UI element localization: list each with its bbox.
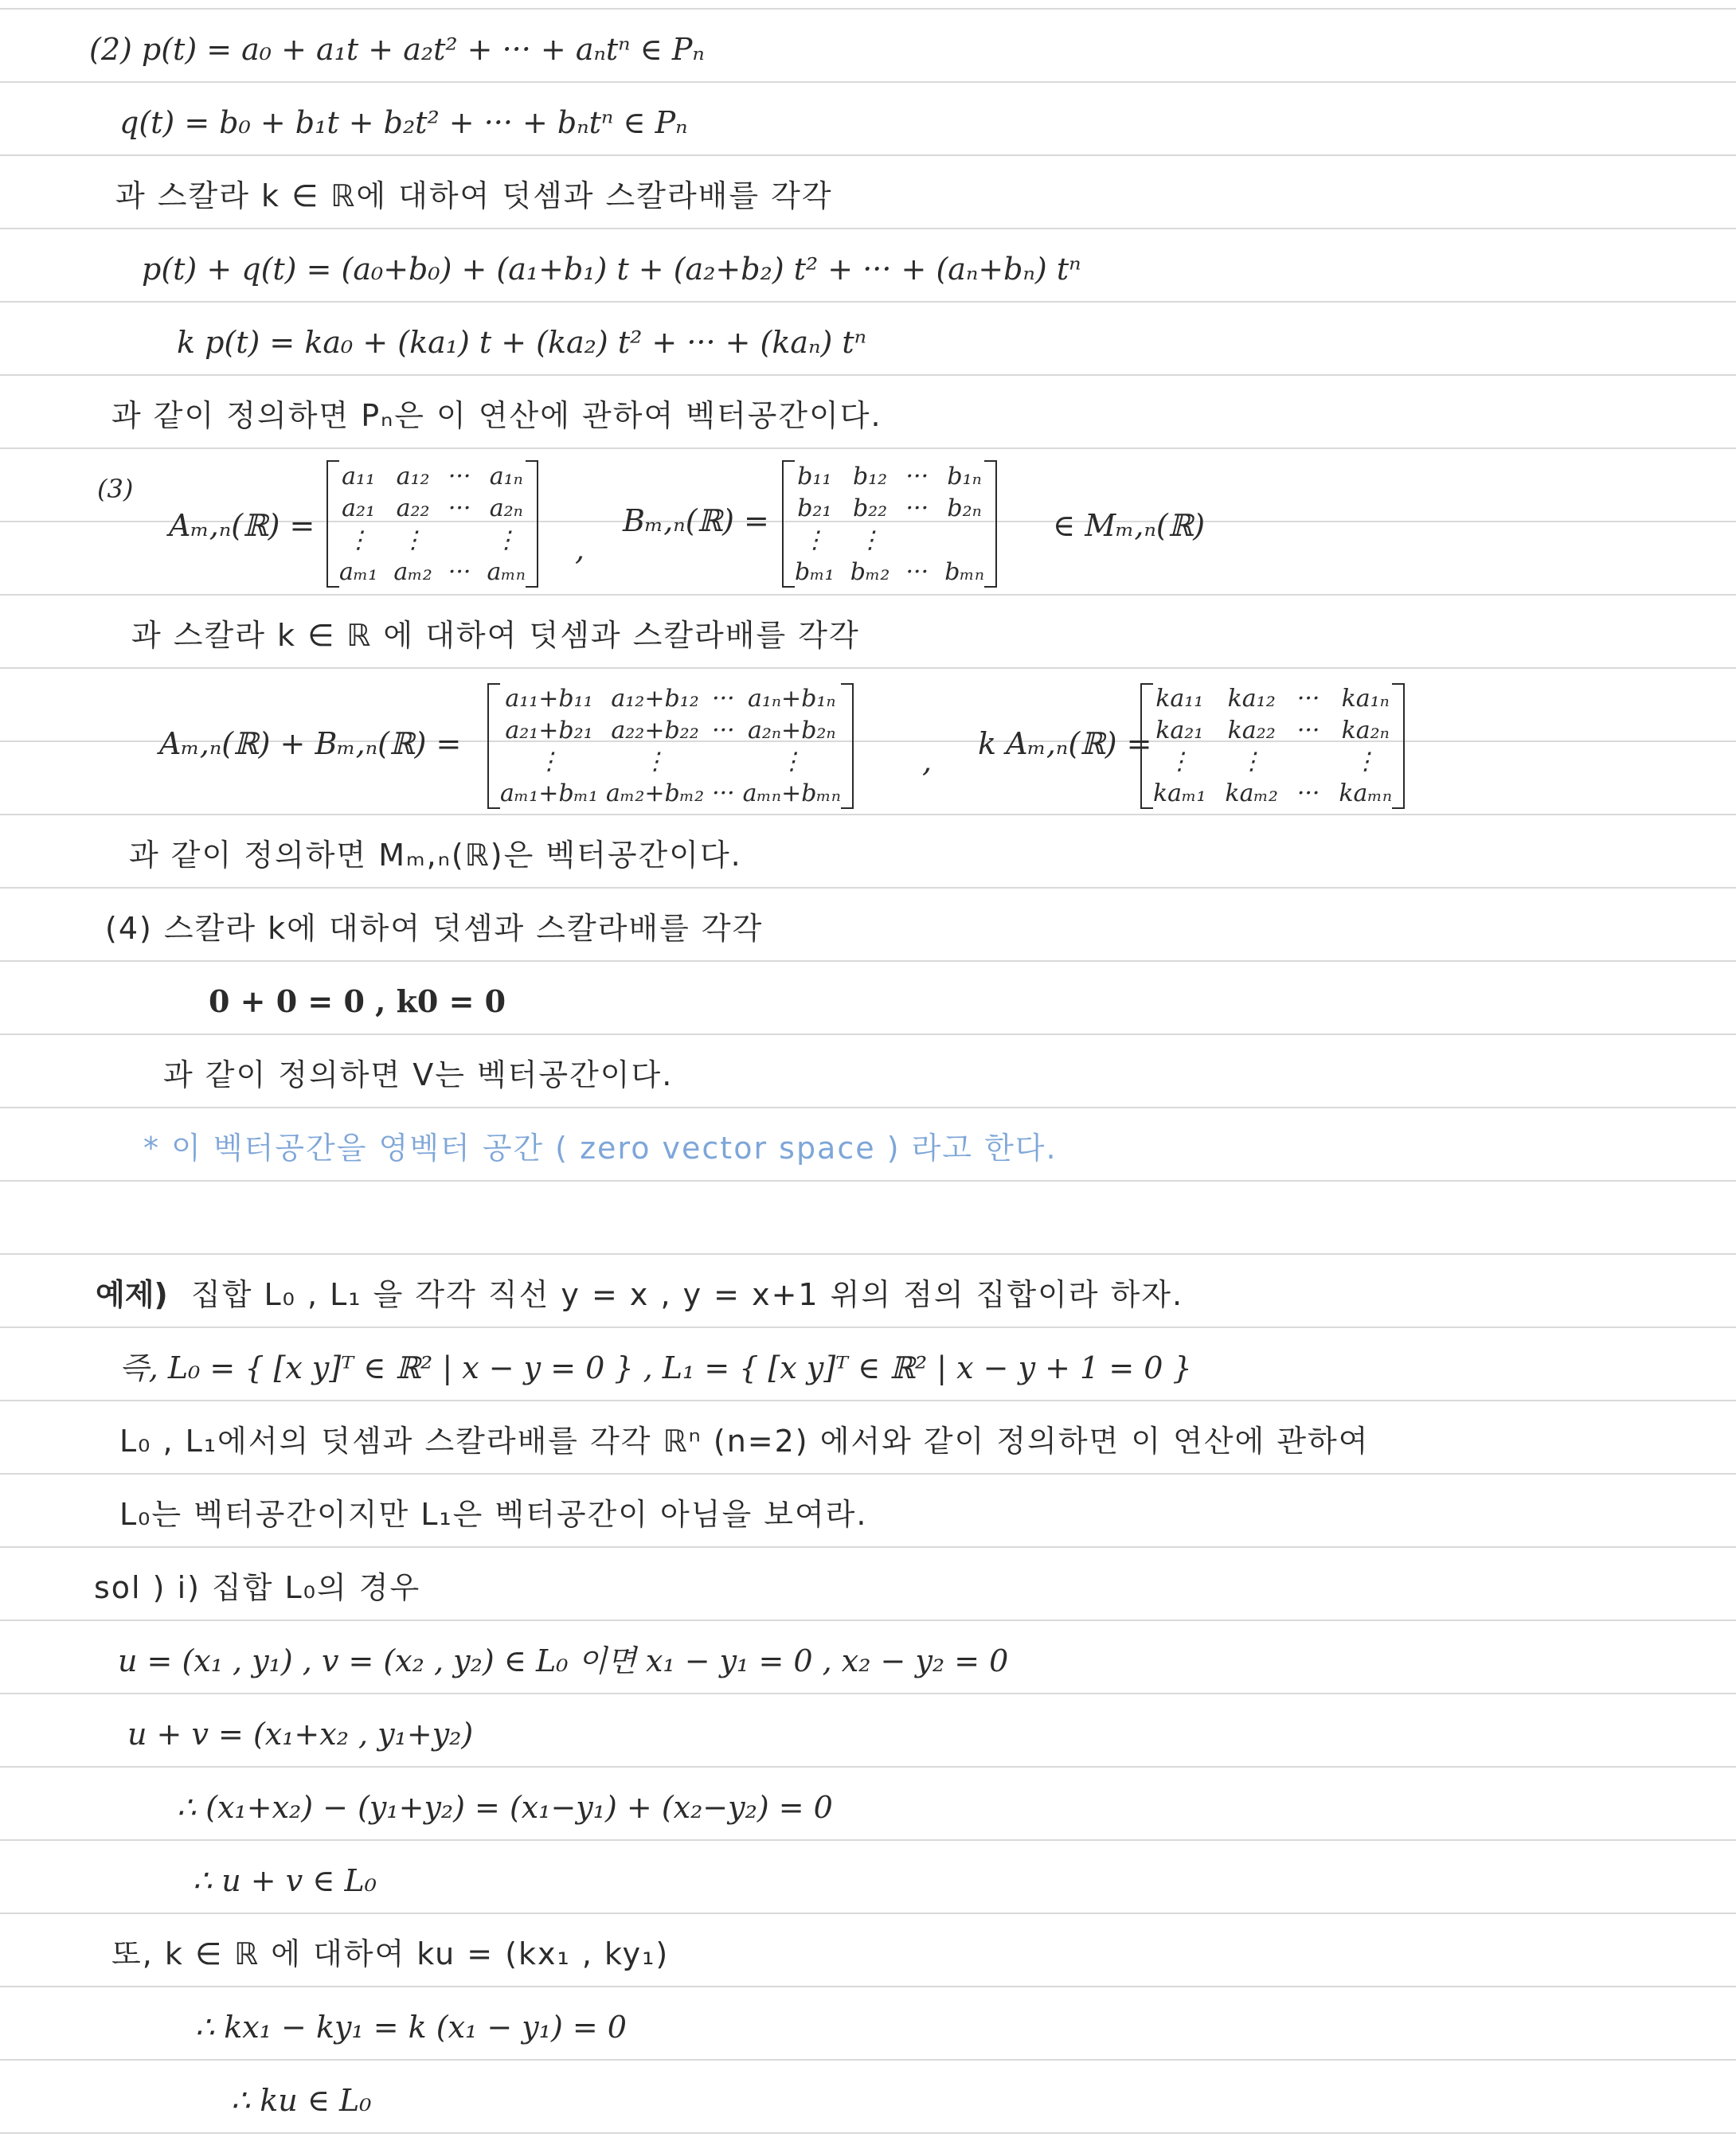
solution-sum: u + v = (x₁+x₂ , y₁+y₂) [127,1717,474,1752]
matrix-entry: b₂₂ [852,494,888,522]
matrix-entry: bₘ₁ [795,557,835,586]
matrix-entry: ⋮ [643,748,667,776]
matrix-entry: ⋮ [858,526,882,554]
ruled-line [0,814,1736,815]
matrix-entry: aₘ₂+bₘ₂ [606,779,705,807]
example-title: 예제) [96,1277,168,1312]
matrix-entry: aₘₙ [487,557,526,586]
matrix-entry: ··· [448,494,471,522]
ruled-line [0,1326,1736,1328]
matrix-entry: ⋮ [537,748,561,776]
matrix-entry: ··· [712,716,735,744]
ruled-line [0,301,1736,303]
matrix-separator-comma: , [575,532,585,567]
matrix-entry: ka₁₂ [1227,685,1276,713]
ruled-line [0,1839,1736,1841]
zero-space-intro: (4) 스칼라 k에 대하여 덧셈과 스칼라배를 각각 [105,911,764,946]
matrix-entry: bₘ₂ [850,557,890,586]
matrix-A-label: Aₘ,ₙ(ℝ) = [169,508,315,543]
ruled-line [0,1107,1736,1108]
matrix-entry: aₘ₁+bₘ₁ [500,779,599,807]
matrix-entry: ⋮ [1239,748,1264,776]
example-statement: 집합 L₀ , L₁ 을 각각 직선 y = x , y = x+1 위의 점의 집합이라 하자. [191,1277,1184,1312]
matrix-entry: ··· [448,557,471,586]
matrix-entry: ··· [712,779,735,807]
matrix-entry: ··· [1296,779,1320,807]
matrix-entry: ka₁ₙ [1341,685,1390,713]
solution-scalar-closed: ∴ ku ∈ L₀ [231,2083,372,2118]
zero-space-conclusion: 과 같이 정의하면 V는 벡터공간이다. [163,1057,674,1092]
example-set-definition: 즉, L₀ = { [x y]ᵀ ∈ ℝ² | x − y = 0 } , L₁ = { [x y]ᵀ ∈ ℝ² | x − y + 1 = 0 } [119,1350,1192,1385]
matrix-sum-label: Aₘ,ₙ(ℝ) + Bₘ,ₙ(ℝ) = [159,726,462,761]
matrix-entry: ka₂₁ [1155,716,1204,744]
section-3-label: (3) [97,474,134,504]
ruled-line [0,447,1736,449]
ruled-line [0,594,1736,596]
solution-uv-definition: u = (x₁ , y₁) , v = (x₂ , y₂) ∈ L₀ 이면 x₁ − y₁ = 0 , x₂ − y₂ = 0 [118,1643,1009,1678]
matrix-entry: a₁₂ [396,462,430,490]
ruled-line [0,374,1736,376]
matrix-entry: b₁₂ [852,462,888,490]
matrix-entry: a₂₂ [396,494,430,522]
ruled-line [0,1913,1736,1914]
ruled-line [0,887,1736,889]
matrix-entry: ⋮ [1353,748,1378,776]
polynomial-p-definition: (2) p(t) = a₀ + a₁t + a₂t² + ··· + aₙtⁿ ∈ Pₙ [89,32,705,67]
ruled-line [0,2132,1736,2134]
matrix-entry: ⋮ [494,526,518,554]
matrix-entry: a₂₂+b₂₂ [611,716,699,744]
matrix-conclusion: 과 같이 정의하면 Mₘ,ₙ(ℝ)은 벡터공간이다. [129,838,742,873]
example-task: L₀는 벡터공간이지만 L₁은 벡터공간이 아님을 보여라. [119,1497,868,1532]
polynomial-conclusion: 과 같이 정의하면 Pₙ은 이 연산에 관하여 벡터공간이다. [111,398,882,433]
matrix-entry: ··· [905,557,929,586]
ruled-line [0,1180,1736,1182]
matrix-entry: ··· [448,462,471,490]
zero-space-note: * 이 벡터공간을 영벡터 공간 ( zero vector space ) 라고 한다. [143,1131,1058,1166]
matrix-entry: ⋮ [780,748,804,776]
matrix-entry: ka₁₁ [1155,685,1204,713]
matrix-entry: ⋮ [401,526,425,554]
ruled-line [0,960,1736,962]
ruled-line [0,1766,1736,1768]
ruled-line [0,154,1736,156]
matrix-entry: aₘ₂ [393,557,432,586]
matrix-B [782,460,997,588]
solution-sum-calculation: ∴ (x₁+x₂) − (y₁+y₂) = (x₁−y₁) + (x₂−y₂) = 0 [177,1790,833,1825]
ruled-line [0,1253,1736,1255]
matrix-entry: b₂ₙ [947,494,982,522]
matrix-B-label: Bₘ,ₙ(ℝ) = [623,503,769,538]
matrix-entry: a₂₁ [342,494,376,522]
matrix-entry: a₁₁+b₁₁ [505,685,593,713]
matrix-entry: kaₘ₂ [1225,779,1278,807]
matrix-entry: a₂ₙ+b₂ₙ [747,716,836,744]
ruled-line [0,1546,1736,1548]
ruled-line [0,1033,1736,1035]
polynomial-sum-definition: p(t) + q(t) = (a₀+b₀) + (a₁+b₁) t + (a₂+b₂) t² + ··· + (aₙ+bₙ) tⁿ [142,252,1081,287]
matrix-entry: ka₂₂ [1227,716,1276,744]
matrix-entry: b₁ₙ [947,462,982,490]
matrix-entry: ka₂ₙ [1341,716,1390,744]
matrix-separator-comma-2: , [922,744,933,779]
ruled-line [0,8,1736,10]
ruled-line [0,1473,1736,1475]
matrix-entry: b₂₁ [797,494,832,522]
matrix-entry: b₁₁ [797,462,832,490]
matrix-entry: a₂ₙ [489,494,523,522]
matrix-entry: ··· [712,685,735,713]
example-operations: L₀ , L₁에서의 덧셈과 스칼라배를 각각 ℝⁿ (n=2) 에서와 같이 정의하면 이 연산에 관하여 [119,1424,1370,1459]
ruled-line [0,667,1736,669]
matrix-entry: ··· [905,494,929,522]
matrix-kA-label: k Aₘ,ₙ(ℝ) = [978,726,1152,761]
matrix-entry: aₘ₁ [339,557,378,586]
solution-title: sol ) i) 집합 L₀의 경우 [94,1570,421,1605]
polynomial-scalar-definition: k p(t) = ka₀ + (ka₁) t + (ka₂) t² + ··· + (kaₙ) tⁿ [177,325,867,360]
zero-space-definition: 0 + 0 = 0 , k0 = 0 [209,983,506,1019]
polynomial-q-definition: q(t) = b₀ + b₁t + b₂t² + ··· + bₙtⁿ ∈ Pₙ [119,105,688,140]
matrix-entry: ··· [905,462,929,490]
ruled-line [0,228,1736,229]
matrix-A-plus-B [487,683,854,809]
matrix-entry: a₂₁+b₂₁ [505,716,593,744]
matrix-entry: a₁₁ [342,462,376,490]
matrix-A [326,460,538,588]
matrix-entry: aₘₙ+bₘₙ [742,779,841,807]
matrix-entry: ⋮ [802,526,827,554]
ruled-line [0,81,1736,83]
ruled-line [0,1400,1736,1401]
ruled-line [0,1986,1736,1987]
matrix-entry: a₁₂+b₁₂ [611,685,699,713]
matrix-entry: ··· [1296,685,1320,713]
matrix-entry: kaₘₙ [1339,779,1392,807]
matrix-entry: a₁ₙ [489,462,523,490]
matrix-space-membership: ∈ Mₘ,ₙ(ℝ) [1053,508,1206,543]
solution-scalar-calculation: ∴ kx₁ − ky₁ = k (x₁ − y₁) = 0 [195,2010,627,2045]
ruled-line [0,1693,1736,1694]
matrix-entry: ··· [1296,716,1320,744]
solution-sum-closed: ∴ u + v ∈ L₀ [193,1863,377,1898]
scalar-intro-text: 과 스칼라 k ∈ ℝ에 대하여 덧셈과 스칼라배를 각각 [115,178,833,213]
matrix-entry: bₘₙ [944,557,984,586]
matrix-scalar-intro: 과 스칼라 k ∈ ℝ 에 대하여 덧셈과 스칼라배를 각각 [131,618,860,653]
matrix-entry: kaₘ₁ [1153,779,1206,807]
ruled-line [0,1619,1736,1621]
solution-scalar: 또, k ∈ ℝ 에 대하여 ku = (kx₁ , ky₁) [111,1936,670,1971]
matrix-entry: a₁ₙ+b₁ₙ [747,685,836,713]
matrix-kA [1140,683,1405,809]
ruled-line [0,2059,1736,2061]
matrix-entry: ⋮ [1167,748,1192,776]
matrix-entry: ⋮ [346,526,371,554]
